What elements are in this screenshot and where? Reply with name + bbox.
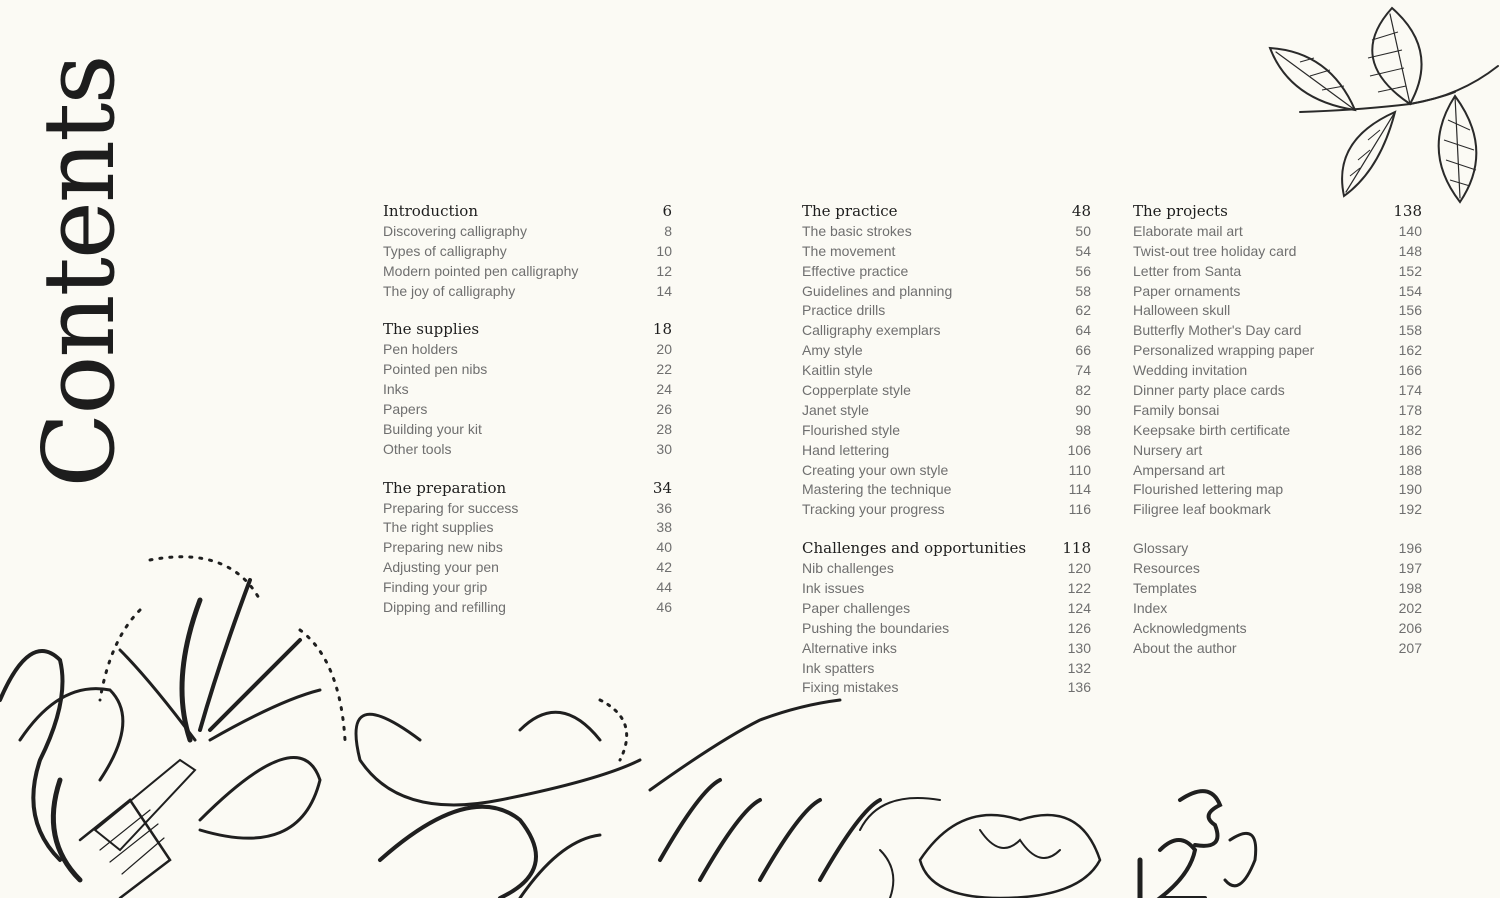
toc-entry[interactable] xyxy=(1133,441,1422,461)
toc-entry-page: 90 xyxy=(1075,401,1091,418)
toc-column-3 xyxy=(1133,202,1422,678)
toc-section xyxy=(383,320,672,459)
toc-entry[interactable] xyxy=(1133,559,1422,579)
toc-heading-label: The preparation xyxy=(383,478,507,497)
toc-entry-page: 110 xyxy=(1068,461,1091,478)
toc-entry[interactable] xyxy=(802,579,1091,599)
toc-entry[interactable] xyxy=(1133,421,1422,441)
toc-column-2 xyxy=(802,202,1091,717)
toc-section xyxy=(1133,202,1422,520)
toc-heading-page: 118 xyxy=(1062,539,1091,558)
toc-entry-page: 98 xyxy=(1075,421,1091,438)
toc-entry[interactable] xyxy=(802,222,1091,242)
toc-entry-page: 162 xyxy=(1398,342,1422,359)
toc-entry-page: 12 xyxy=(656,262,672,279)
toc-entry[interactable] xyxy=(383,242,672,262)
toc-entry[interactable] xyxy=(1133,282,1422,302)
toc-entry[interactable] xyxy=(1133,480,1422,500)
toc-heading-page: 6 xyxy=(662,202,672,220)
toc-entry[interactable] xyxy=(1133,361,1422,381)
toc-entry-label: Ink issues xyxy=(802,580,865,597)
toc-entry-label: Paper ornaments xyxy=(1133,282,1241,299)
toc-entry-page: 38 xyxy=(656,519,672,536)
toc-entry-page: 114 xyxy=(1068,481,1091,498)
toc-entry[interactable] xyxy=(1133,321,1422,341)
toc-entry-page: 122 xyxy=(1067,580,1091,597)
toc-entry-label: Practice drills xyxy=(802,302,886,319)
toc-entry-page: 74 xyxy=(1075,362,1091,379)
toc-heading-label: The projects xyxy=(1133,202,1228,220)
toc-entry-label: The right supplies xyxy=(383,519,494,536)
toc-entry-label: Discovering calligraphy xyxy=(383,222,527,239)
toc-entry-page: 124 xyxy=(1067,599,1091,616)
toc-entry[interactable] xyxy=(802,599,1091,619)
toc-entry-label: Index xyxy=(1133,599,1168,616)
toc-entry[interactable] xyxy=(383,222,672,242)
toc-entry[interactable] xyxy=(1133,500,1422,520)
toc-entry-page: 22 xyxy=(656,361,672,378)
toc-section xyxy=(1133,539,1422,658)
toc-entry[interactable] xyxy=(383,598,672,618)
toc-entry-label: Templates xyxy=(1133,580,1197,597)
toc-entry-label: Twist-out tree holiday card xyxy=(1133,242,1297,259)
toc-entry[interactable] xyxy=(383,340,672,360)
toc-entry-page: 166 xyxy=(1398,362,1422,379)
toc-entry-page: 196 xyxy=(1398,540,1422,557)
toc-heading-page: 34 xyxy=(652,478,672,497)
toc-column-1 xyxy=(383,202,672,637)
toc-entry-page: 82 xyxy=(1075,382,1091,399)
toc-entry[interactable] xyxy=(1133,639,1422,659)
toc-entry-label: Guidelines and planning xyxy=(802,282,953,299)
toc-entry-label: Tracking your progress xyxy=(802,501,945,518)
toc-entry[interactable] xyxy=(383,400,672,420)
toc-entry-page: 10 xyxy=(656,242,672,259)
toc-entry-page: 132 xyxy=(1067,659,1091,676)
toc-entry-label: Types of calligraphy xyxy=(383,242,507,259)
toc-entry-page: 174 xyxy=(1398,382,1422,399)
toc-entry-page: 152 xyxy=(1398,262,1422,279)
toc-entry-label: Papers xyxy=(383,401,428,418)
page-title: Contents xyxy=(23,56,137,488)
toc-entry-page: 28 xyxy=(656,420,672,437)
toc-entry-page: 44 xyxy=(656,579,672,596)
toc-entry-label: Flourished lettering map xyxy=(1133,481,1284,498)
toc-entry[interactable] xyxy=(802,262,1091,282)
toc-entry[interactable] xyxy=(1133,222,1422,242)
toc-entry[interactable] xyxy=(383,518,672,538)
toc-entry-page: 36 xyxy=(656,499,672,516)
toc-entry[interactable] xyxy=(1133,242,1422,262)
toc-entry[interactable] xyxy=(802,500,1091,520)
toc-entry-page: 188 xyxy=(1398,461,1422,478)
toc-entry[interactable] xyxy=(383,440,672,460)
toc-entry-label: Creating your own style xyxy=(802,461,949,478)
toc-entry-label: Preparing new nibs xyxy=(383,539,503,556)
toc-entry[interactable] xyxy=(802,381,1091,401)
toc-entry[interactable] xyxy=(802,678,1091,698)
toc-section-heading[interactable] xyxy=(383,202,672,222)
toc-entry-label: Butterfly Mother's Day card xyxy=(1133,322,1302,339)
toc-entry[interactable] xyxy=(383,262,672,282)
toc-entry[interactable] xyxy=(1133,579,1422,599)
toc-entry-label: Other tools xyxy=(383,440,452,457)
toc-entry-label: Dipping and refilling xyxy=(383,599,506,616)
toc-entry-label: Finding your grip xyxy=(383,579,488,596)
toc-section xyxy=(383,479,672,618)
toc-entry-page: 158 xyxy=(1398,322,1422,339)
toc-entry-label: Keepsake birth certificate xyxy=(1133,421,1291,438)
toc-entry-page: 30 xyxy=(656,440,672,457)
toc-entry[interactable] xyxy=(802,639,1091,659)
toc-entry-page: 14 xyxy=(656,282,672,299)
toc-section xyxy=(802,202,1091,520)
toc-entry-page: 46 xyxy=(656,599,672,616)
toc-entry-label: Adjusting your pen xyxy=(383,559,499,576)
toc-entry-label: Inks xyxy=(383,381,409,398)
toc-entry-page: 186 xyxy=(1398,441,1422,458)
toc-entry-page: 64 xyxy=(1075,322,1091,339)
toc-entry-label: Kaitlin style xyxy=(802,362,873,379)
toc-entry-label: Janet style xyxy=(802,401,869,418)
toc-heading-label: The supplies xyxy=(383,320,480,339)
toc-entry[interactable] xyxy=(802,619,1091,639)
toc-entry[interactable] xyxy=(802,242,1091,262)
toc-entry[interactable] xyxy=(1133,341,1422,361)
toc-entry-label: Filigree leaf bookmark xyxy=(1133,501,1271,518)
toc-entry-label: Effective practice xyxy=(802,262,909,279)
toc-entry-label: Nursery art xyxy=(1133,441,1203,458)
toc-entry-page: 106 xyxy=(1067,441,1091,458)
toc-entry-label: Dinner party place cards xyxy=(1133,382,1285,399)
toc-entry-label: Wedding invitation xyxy=(1133,362,1248,379)
toc-entry-page: 190 xyxy=(1398,481,1422,498)
toc-section-heading[interactable] xyxy=(383,320,672,340)
toc-entry[interactable] xyxy=(802,361,1091,381)
toc-entry-page: 42 xyxy=(656,559,672,576)
toc-section-heading[interactable] xyxy=(802,202,1091,222)
toc-entry-page: 58 xyxy=(1075,282,1091,299)
toc-entry[interactable] xyxy=(802,461,1091,481)
toc-entry-label: Personalized wrapping paper xyxy=(1133,342,1315,359)
toc-heading-page: 18 xyxy=(652,320,672,339)
toc-entry[interactable] xyxy=(802,301,1091,321)
toc-entry-page: 8 xyxy=(664,222,672,239)
toc-entry[interactable] xyxy=(1133,539,1422,559)
toc-entry[interactable] xyxy=(802,401,1091,421)
toc-entry[interactable] xyxy=(1133,381,1422,401)
toc-entry[interactable] xyxy=(802,659,1091,679)
toc-entry-label: The joy of calligraphy xyxy=(383,282,516,299)
toc-heading-page: 48 xyxy=(1071,202,1091,220)
toc-entry-label: Halloween skull xyxy=(1133,302,1231,319)
toc-entry[interactable] xyxy=(802,341,1091,361)
toc-entry-page: 148 xyxy=(1398,242,1422,259)
toc-entry-page: 136 xyxy=(1067,679,1091,696)
toc-section xyxy=(802,539,1091,698)
toc-entry-page: 24 xyxy=(656,381,672,398)
toc-entry-page: 207 xyxy=(1398,639,1422,656)
toc-section-heading[interactable] xyxy=(383,479,672,499)
toc-entry-label: Paper challenges xyxy=(802,599,911,616)
toc-entry-page: 54 xyxy=(1075,242,1091,259)
toc-entry-label: Modern pointed pen calligraphy xyxy=(383,262,579,279)
toc-entry-label: Amy style xyxy=(802,342,863,359)
toc-entry-label: Elaborate mail art xyxy=(1133,222,1243,239)
toc-entry-page: 192 xyxy=(1398,501,1422,518)
toc-entry-label: The movement xyxy=(802,242,896,259)
toc-entry-label: Building your kit xyxy=(383,420,482,437)
toc-entry-page: 178 xyxy=(1398,401,1422,418)
toc-entry-page: 20 xyxy=(656,341,672,358)
toc-entry[interactable] xyxy=(802,559,1091,579)
toc-section-heading[interactable] xyxy=(1133,202,1422,222)
toc-entry-label: Copperplate style xyxy=(802,382,911,399)
toc-entry-label: Acknowledgments xyxy=(1133,619,1247,636)
toc-entry-label: Pen holders xyxy=(383,341,458,358)
toc-entry-label: Nib challenges xyxy=(802,560,894,577)
toc-entry-label: Ampersand art xyxy=(1133,461,1225,478)
toc-entry[interactable] xyxy=(1133,619,1422,639)
toc-entry-page: 198 xyxy=(1398,580,1422,597)
toc-entry[interactable] xyxy=(383,538,672,558)
toc-section-heading[interactable] xyxy=(802,539,1091,559)
toc-entry-page: 202 xyxy=(1398,599,1422,616)
toc-entry-label: About the author xyxy=(1133,639,1237,656)
toc-entry-page: 182 xyxy=(1398,421,1422,438)
toc-entry-page: 154 xyxy=(1398,282,1422,299)
toc-entry[interactable] xyxy=(1133,461,1422,481)
toc-entry-page: 116 xyxy=(1068,501,1091,518)
toc-entry-page: 56 xyxy=(1075,262,1091,279)
toc-entry-label: Calligraphy exemplars xyxy=(802,322,941,339)
toc-entry[interactable] xyxy=(1133,401,1422,421)
toc-heading-label: Introduction xyxy=(383,202,478,220)
toc-entry[interactable] xyxy=(802,421,1091,441)
toc-entry[interactable] xyxy=(1133,301,1422,321)
toc-entry-page: 40 xyxy=(656,539,672,556)
toc-entry[interactable] xyxy=(802,321,1091,341)
toc-entry-page: 206 xyxy=(1398,619,1422,636)
toc-entry[interactable] xyxy=(383,380,672,400)
toc-entry-page: 140 xyxy=(1398,222,1422,239)
toc-entry[interactable] xyxy=(802,441,1091,461)
toc-entry[interactable] xyxy=(802,282,1091,302)
toc-entry-page: 126 xyxy=(1067,619,1091,636)
toc-entry[interactable] xyxy=(383,499,672,519)
toc-heading-label: The practice xyxy=(802,202,898,220)
toc-entry-label: Alternative inks xyxy=(802,639,897,656)
toc-entry-label: Mastering the technique xyxy=(802,481,952,498)
toc-entry-label: Fixing mistakes xyxy=(802,679,899,696)
toc-entry-page: 66 xyxy=(1075,342,1091,359)
toc-entry-page: 197 xyxy=(1398,560,1422,577)
toc-entry-label: Family bonsai xyxy=(1133,401,1220,418)
toc-heading-label: Challenges and opportunities xyxy=(802,539,1027,558)
toc-heading-page: 138 xyxy=(1393,202,1422,220)
toc-entry-label: Hand lettering xyxy=(802,441,890,458)
toc-entry-label: Pointed pen nibs xyxy=(383,361,488,378)
toc-entry[interactable] xyxy=(383,578,672,598)
toc-entry-label: Pushing the boundaries xyxy=(802,619,950,636)
toc-entry-page: 50 xyxy=(1075,222,1091,239)
toc-entry-label: Ink spatters xyxy=(802,659,875,676)
toc-entry-label: Letter from Santa xyxy=(1133,262,1242,279)
toc-entry[interactable] xyxy=(383,558,672,578)
toc-entry-label: Resources xyxy=(1133,560,1200,577)
toc-entry-page: 120 xyxy=(1067,560,1091,577)
toc-entry-label: The basic strokes xyxy=(802,222,912,239)
toc-entry-page: 62 xyxy=(1075,302,1091,319)
toc-entry-label: Flourished style xyxy=(802,421,901,438)
toc-entry[interactable] xyxy=(1133,599,1422,619)
toc-entry[interactable] xyxy=(1133,262,1422,282)
toc-entry-page: 130 xyxy=(1067,639,1091,656)
toc-section xyxy=(383,202,672,301)
toc-entry[interactable] xyxy=(802,480,1091,500)
toc-entry-page: 26 xyxy=(656,401,672,418)
toc-entry[interactable] xyxy=(383,420,672,440)
toc-entry[interactable] xyxy=(383,282,672,302)
toc-entry-label: Preparing for success xyxy=(383,499,519,516)
toc-entry-label: Glossary xyxy=(1133,540,1189,557)
toc-entry-page: 156 xyxy=(1398,302,1422,319)
toc-entry[interactable] xyxy=(383,360,672,380)
